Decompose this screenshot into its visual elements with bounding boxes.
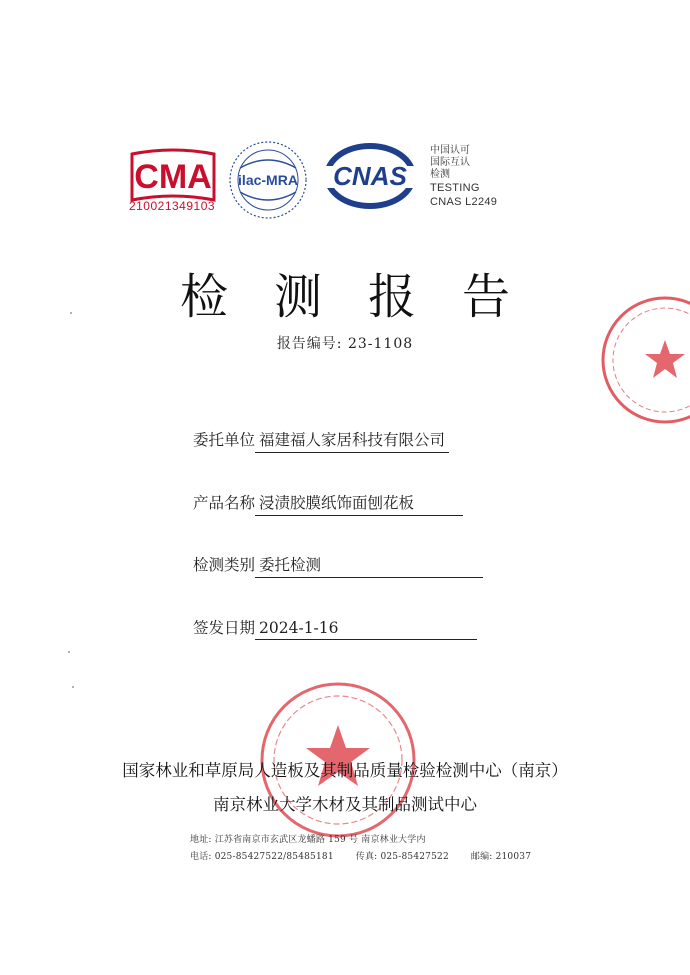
cnas-cn-line: 检测 [430,169,450,180]
cnas-en-line: CNAS L2249 [430,196,498,208]
field-value: 委托检测 [255,553,483,578]
field-label: 检测类别 [193,556,256,574]
scan-dot [68,651,70,653]
field-entrusting-unit [193,428,449,453]
field-label: 委托单位 [193,431,256,449]
field-test-category [193,553,483,578]
contact-fax: 传真: 025-85427522 [355,852,449,862]
official-seal-partial [585,290,690,430]
field-label: 签发日期 [193,619,256,637]
ilac-logo-text: ilac-MRA [238,172,298,188]
field-value: 福建福人家居科技有限公司 [255,428,449,453]
contact-phone: 电话: 025-85427522/85485181 [190,852,334,862]
organization-name-secondary: 南京林业大学木材及其制品测试中心 [213,795,477,814]
field-product-name [193,491,463,516]
ilac-mra-logo [226,138,310,222]
report-title: 检测报告 [179,269,556,325]
contact-postcode: 邮编: 210037 [470,852,532,862]
field-value: 2024-1-16 [255,619,477,640]
cnas-en-line: TESTING [430,182,480,194]
field-label: 产品名称 [193,494,256,512]
cma-logo-text: CMA [134,158,212,196]
report-number-label: 报告编号: [276,336,343,352]
cma-number: 210021349103 [128,199,216,213]
report-number-value: 23-1108 [347,336,414,352]
cnas-cn-line: 国际互认 [430,157,470,168]
scan-dot [72,686,74,688]
scan-dot [70,312,72,314]
cnas-logo [320,140,420,212]
field-value: 浸渍胶膜纸饰面刨花板 [255,491,463,516]
contact-line [190,849,553,862]
cnas-cn-line: 中国认可 [430,145,470,156]
cnas-accreditation-text [430,145,497,209]
field-issue-date [193,616,477,640]
organization-name-primary: 国家林业和草原局人造板及其制品质量检验检测中心（南京） [122,761,568,780]
cnas-logo-text: CNAS [333,161,407,191]
contact-address: 地址: 江苏省南京市玄武区龙蟠路 159 号 南京林业大学内 [190,835,426,845]
